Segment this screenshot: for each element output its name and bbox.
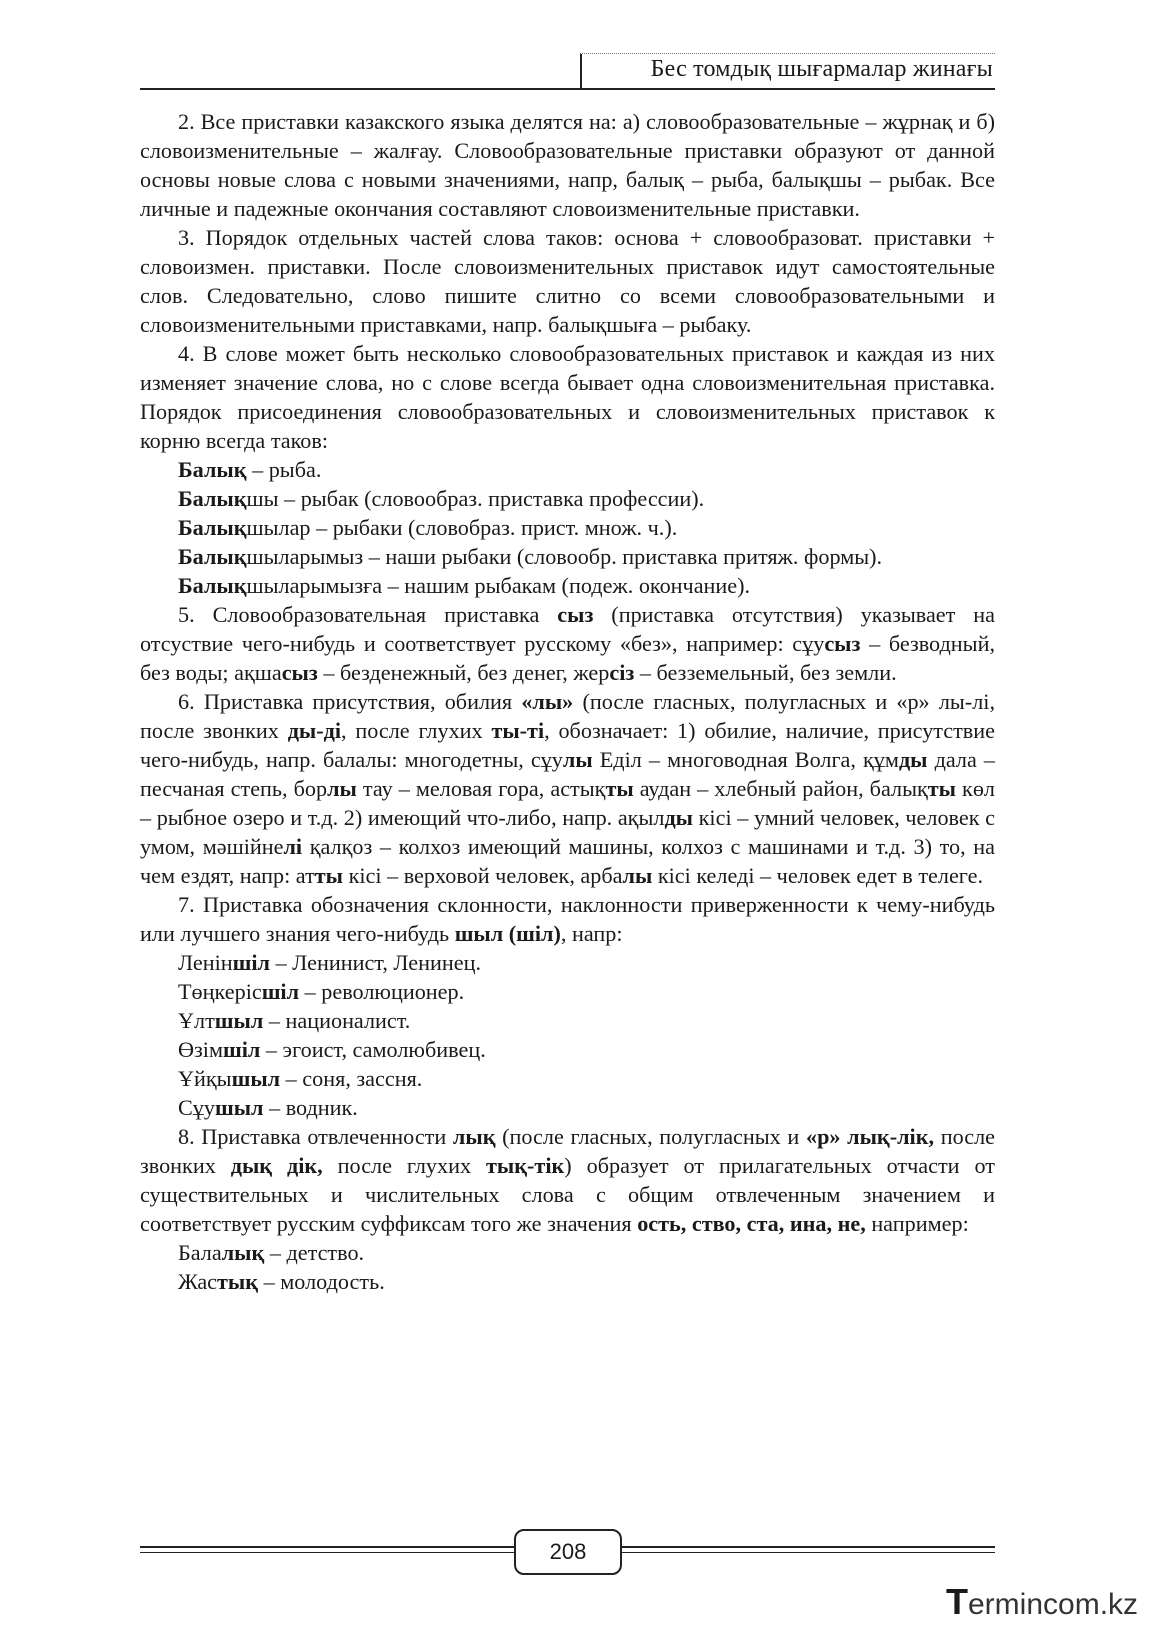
bold-morpheme: лық bbox=[221, 1240, 265, 1265]
bold-morpheme: сыз bbox=[557, 602, 594, 627]
text-run: , после глухих bbox=[341, 718, 492, 743]
bold-morpheme: шіл bbox=[232, 950, 271, 975]
example-line bbox=[140, 1035, 995, 1064]
bold-morpheme: тық bbox=[217, 1269, 259, 1294]
bold-morpheme: ты bbox=[314, 863, 344, 888]
text-run: – молодость. bbox=[258, 1269, 385, 1294]
bold-morpheme: шыл bbox=[231, 1066, 281, 1091]
text-run: – рыба. bbox=[246, 457, 322, 482]
text-run: шы – рыбак (словообраз. приставка профессии). bbox=[246, 486, 705, 511]
text-run: Ұйқы bbox=[178, 1066, 232, 1091]
body-paragraph bbox=[140, 107, 995, 223]
text-run: после звонких bbox=[140, 1124, 995, 1178]
text-run: көл – рыбное озеро и т.д. 2) имеющий что-либо, напр. ақыл bbox=[140, 776, 995, 830]
body-paragraph bbox=[140, 600, 995, 687]
page-number: 208 bbox=[514, 1529, 622, 1575]
text-run: например: bbox=[865, 1211, 969, 1236]
bold-morpheme: сіз bbox=[609, 660, 635, 685]
text-run: , обозначает: 1) обилие, наличие, присутствие чего-нибудь, напр. балалы: многодетны, сұу bbox=[140, 718, 995, 772]
bold-morpheme: дық дік, bbox=[230, 1153, 323, 1178]
body-paragraph bbox=[140, 687, 995, 890]
bold-morpheme: лы bbox=[327, 776, 357, 801]
text-run: Жас bbox=[178, 1269, 218, 1294]
bold-morpheme: сыз bbox=[824, 631, 861, 656]
text-run: кісі – верховой человек, арба bbox=[343, 863, 623, 888]
text-run: 4. В слове может быть несколько словообразовательных приставок и каждая из них изменяет значение слова, но с слове всегда бывает одна словоизменительная приставка. Порядок присоединения словообразовательных и словоизменительных приставок к корню всегда таков: bbox=[140, 341, 995, 453]
footer-rule-right-top bbox=[618, 1546, 995, 1548]
text-run: 2. Все приставки казакского языка делятся на: а) словообразовательные – жұрнақ и б) словоизменительные – жалғау. Словообразовательные приставки образуют от данной основы новые слова с новыми значениями, напр, балық – рыба, балықшы – рыбак. Все личные и падежные окончания составляют словоизменительные приставки. bbox=[140, 109, 995, 221]
example-line bbox=[140, 1267, 995, 1296]
text-run: – безденежный, без денег, жер bbox=[317, 660, 610, 685]
text-run: ) образует от прилагательных отчасти от существительных и числительных слова с общим отвлеченным значением и соответствует русским суффиксам того же значения bbox=[140, 1153, 995, 1236]
text-run: аудан – хлебный район, балық bbox=[633, 776, 928, 801]
example-line bbox=[140, 455, 995, 484]
watermark-initial: T bbox=[946, 1581, 968, 1622]
example-line bbox=[140, 1006, 995, 1035]
text-run: тау – меловая гора, астық bbox=[356, 776, 606, 801]
bold-morpheme: лі bbox=[283, 834, 303, 859]
text-run: – безводный, без воды; ақша bbox=[140, 631, 995, 685]
example-line bbox=[140, 513, 995, 542]
example-line bbox=[140, 1064, 995, 1093]
bold-morpheme: шыл bbox=[214, 1008, 264, 1033]
bold-morpheme: ты bbox=[605, 776, 634, 801]
body-paragraph bbox=[140, 890, 995, 948]
bold-morpheme: шіл bbox=[261, 979, 300, 1004]
bold-morpheme: сыз bbox=[281, 660, 318, 685]
text-run: – эгоист, самолюбивец. bbox=[260, 1037, 486, 1062]
bold-morpheme: Балық bbox=[178, 486, 247, 511]
bold-morpheme: шыл (шіл) bbox=[454, 921, 561, 946]
bold-morpheme: ты bbox=[927, 776, 956, 801]
running-header bbox=[140, 52, 995, 92]
bold-morpheme: ость, ство, ста, ина, не, bbox=[637, 1211, 866, 1236]
text-run: после глухих bbox=[322, 1153, 487, 1178]
body-paragraph bbox=[140, 1122, 995, 1238]
text-run: Бала bbox=[178, 1240, 222, 1265]
site-watermark-logo bbox=[946, 1581, 1151, 1625]
bold-morpheme: ды-ді bbox=[287, 718, 342, 743]
bold-morpheme: шіл bbox=[223, 1037, 261, 1062]
bold-morpheme: шыл bbox=[215, 1095, 264, 1120]
bold-morpheme: Балық bbox=[178, 544, 247, 569]
text-run: шыларымызға – нашим рыбакам (подеж. окончание). bbox=[246, 573, 751, 598]
text-run: шылар – рыбаки (словобраз. прист. множ. ч.). bbox=[246, 515, 678, 540]
bold-morpheme: Балық bbox=[178, 573, 247, 598]
text-run: Төңкеріс bbox=[178, 979, 262, 1004]
body-paragraph bbox=[140, 223, 995, 339]
header-rule bbox=[140, 88, 995, 90]
text-run: 5. Словообразовательная приставка bbox=[178, 602, 558, 627]
page-body-text bbox=[140, 107, 995, 1296]
text-run: Ленін bbox=[178, 950, 233, 975]
text-run: – националист. bbox=[263, 1008, 411, 1033]
text-run: Еділ – многоводная Волга, құм bbox=[592, 747, 899, 772]
text-run: 8. Приставка отвлеченности bbox=[178, 1124, 453, 1149]
bold-morpheme: лық bbox=[452, 1124, 496, 1149]
text-run: 7. Приставка обозначения склонности, наклонности приверженности к чему-нибудь или лучшего знания чего-нибудь bbox=[140, 892, 995, 946]
example-line bbox=[140, 1093, 995, 1122]
text-run: қалқоз – колхоз имеющий машины, колхоз с машинами и т.д. 3) то, на чем ездят, напр: ат bbox=[140, 834, 995, 888]
text-run: – соня, зассня. bbox=[280, 1066, 423, 1091]
text-run: (после гласных, полугласных и «р» лы-лі, после звонких bbox=[140, 689, 995, 743]
example-line bbox=[140, 977, 995, 1006]
footer-rule-right-bottom bbox=[618, 1552, 995, 1553]
example-line bbox=[140, 948, 995, 977]
footer-rule-left-top bbox=[140, 1546, 516, 1548]
example-line bbox=[140, 1238, 995, 1267]
bold-morpheme: ды bbox=[664, 805, 694, 830]
text-run: 3. Порядок отдельных частей слова таков: основа + словообразоват. приставки + словоизмен. приставки. После словоизменительных приставок идут самостоятельные слов. Следовательно, слово пишите слитно со всеми словообразовательными и словоизменительными приставками, напр. балықшыға – рыбаку. bbox=[140, 225, 995, 337]
page-footer bbox=[140, 1527, 995, 1577]
example-line bbox=[140, 571, 995, 600]
header-notch bbox=[580, 54, 582, 90]
text-run: кісі келеді – человек едет в телеге. bbox=[652, 863, 983, 888]
bold-morpheme: лы bbox=[622, 863, 653, 888]
watermark-text: ermincom.kz bbox=[968, 1588, 1139, 1621]
text-run: дала – песчаная степь, бор bbox=[140, 747, 995, 801]
body-paragraph bbox=[140, 339, 995, 455]
bold-morpheme: тық-тік bbox=[486, 1153, 565, 1178]
text-run: (после гласных, полугласных и bbox=[495, 1124, 806, 1149]
text-run: Ұлт bbox=[178, 1008, 215, 1033]
text-run: Сұу bbox=[178, 1095, 215, 1120]
text-run: , напр: bbox=[560, 921, 623, 946]
bold-morpheme: «лы» bbox=[521, 689, 574, 714]
example-line bbox=[140, 542, 995, 571]
text-run: 6. Приставка присутствия, обилия bbox=[178, 689, 522, 714]
text-run: – революционер. bbox=[299, 979, 465, 1004]
text-run: (приставка отсутствия) указывает на отсуствие чего-нибудь и соответствует русскому «без», например: сұу bbox=[140, 602, 996, 656]
bold-morpheme: ты-ті bbox=[491, 718, 545, 743]
header-dotted-line bbox=[580, 53, 995, 54]
bold-morpheme: ды bbox=[898, 747, 928, 772]
bold-morpheme: Балық bbox=[178, 457, 247, 482]
text-run: Өзім bbox=[178, 1037, 223, 1062]
text-run: – Ленинист, Ленинец. bbox=[270, 950, 482, 975]
text-run: – безземельный, без земли. bbox=[634, 660, 897, 685]
text-run: шыларымыз – наши рыбаки (словообр. приставка притяж. формы). bbox=[246, 544, 883, 569]
bold-morpheme: лы bbox=[562, 747, 593, 772]
book-title: Бес томдық шығармалар жинағы bbox=[650, 56, 993, 82]
text-run: кісі – умний человек, человек с умом, мәшійне bbox=[140, 805, 995, 859]
footer-rule-left-bottom bbox=[140, 1552, 516, 1553]
bold-morpheme: «р» лық-лік, bbox=[805, 1124, 935, 1149]
text-run: – детство. bbox=[264, 1240, 365, 1265]
bold-morpheme: Балық bbox=[178, 515, 247, 540]
example-line bbox=[140, 484, 995, 513]
text-run: – водник. bbox=[263, 1095, 358, 1120]
